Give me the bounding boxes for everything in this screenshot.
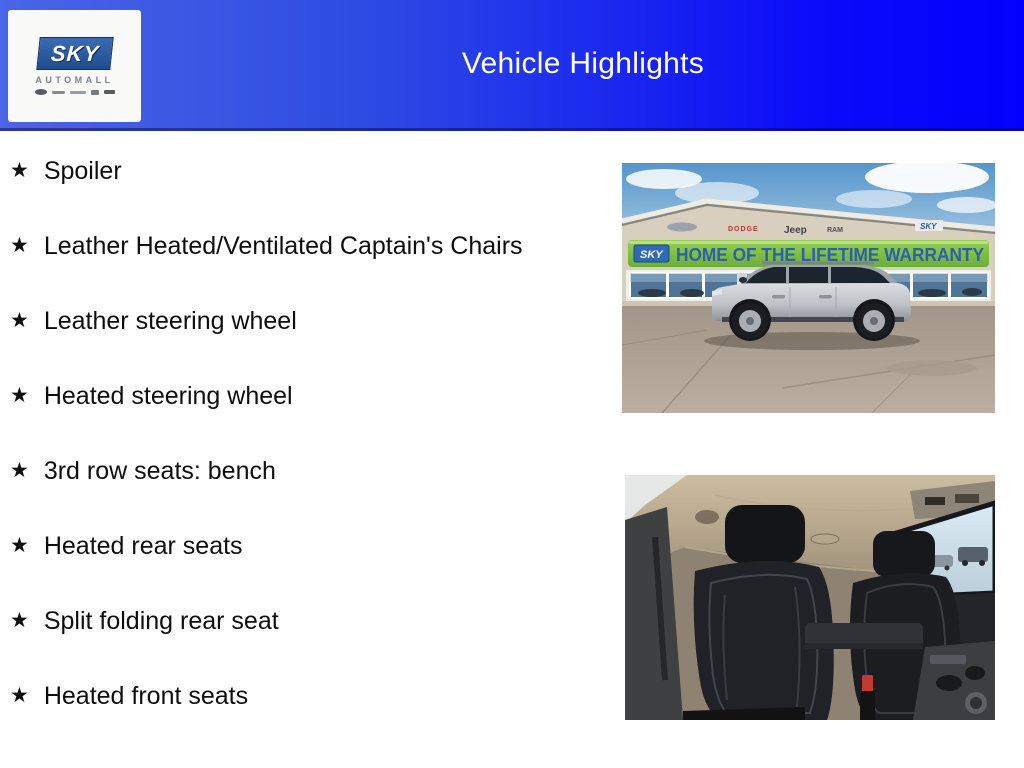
interior-photo-graphic bbox=[625, 475, 995, 720]
title-wrap bbox=[142, 0, 1024, 128]
feature-label: Split folding rear seat bbox=[43, 607, 279, 635]
headrest bbox=[873, 531, 935, 577]
exterior-photo-graphic bbox=[622, 163, 995, 413]
feature-label: Leather Heated/Ventilated Captain's Chairs bbox=[43, 232, 523, 260]
feature-label: Spoiler bbox=[43, 157, 122, 185]
cupholder bbox=[936, 675, 962, 691]
dodge-sign: DODGE bbox=[728, 226, 759, 233]
vehicle-windows bbox=[746, 267, 890, 283]
ram-badge-icon bbox=[104, 90, 115, 94]
page-header bbox=[0, 0, 1024, 131]
sky-logo-text: SKY bbox=[49, 40, 100, 66]
list-item bbox=[10, 528, 565, 564]
list-item bbox=[10, 228, 565, 264]
feature-label: 3rd row seats: bench bbox=[43, 457, 276, 485]
star-bullet-icon: ★ bbox=[10, 609, 29, 632]
ford-oval-icon bbox=[35, 89, 47, 95]
feature-label: Heated steering wheel bbox=[43, 382, 293, 410]
list-item bbox=[10, 678, 565, 714]
page-title: Vehicle Highlights bbox=[461, 47, 705, 80]
feature-label: Heated front seats bbox=[43, 682, 249, 710]
star-bullet-icon: ★ bbox=[10, 459, 29, 482]
lincoln-bar-icon bbox=[70, 91, 86, 94]
star-bullet-icon: ★ bbox=[10, 234, 29, 257]
list-item bbox=[10, 603, 565, 639]
chrysler-wing-icon bbox=[52, 91, 65, 94]
brand-marks-row bbox=[35, 89, 115, 95]
banner-sky-logo: SKY bbox=[640, 249, 663, 261]
feature-label: Heated rear seats bbox=[43, 532, 243, 560]
chrysler-wing-icon bbox=[667, 223, 697, 232]
banner-text: HOME OF THE LIFETIME WARRANTY bbox=[676, 245, 984, 265]
sky-logo-emblem bbox=[36, 37, 113, 70]
parking-lot bbox=[622, 306, 995, 413]
jeep-grille-icon bbox=[91, 90, 99, 95]
star-bullet-icon: ★ bbox=[10, 534, 29, 557]
side-mirror bbox=[739, 277, 747, 283]
list-item bbox=[10, 153, 565, 189]
exterior-photo bbox=[622, 163, 995, 413]
console-buttons bbox=[930, 655, 966, 664]
ram-sign: RAM bbox=[827, 227, 843, 234]
dome-light bbox=[811, 534, 839, 544]
cupholder bbox=[965, 666, 985, 680]
logo-automall-text: AUTOMALL bbox=[35, 75, 114, 85]
star-bullet-icon: ★ bbox=[10, 684, 29, 707]
seatbelt-buckle bbox=[862, 675, 873, 692]
list-item bbox=[10, 378, 565, 414]
feature-label: Leather steering wheel bbox=[43, 307, 297, 335]
list-item bbox=[10, 303, 565, 339]
list-item bbox=[10, 453, 565, 489]
jeep-sign: Jeep bbox=[784, 225, 807, 236]
distant-car bbox=[958, 547, 988, 562]
dealership-logo bbox=[8, 10, 141, 122]
headrest bbox=[725, 505, 805, 563]
star-bullet-icon: ★ bbox=[10, 384, 29, 407]
sky-sign: SKY bbox=[920, 222, 937, 231]
grab-handle bbox=[695, 510, 719, 524]
highlights-list bbox=[10, 153, 565, 753]
star-bullet-icon: ★ bbox=[10, 159, 29, 182]
star-bullet-icon: ★ bbox=[10, 309, 29, 332]
interior-photo bbox=[625, 475, 995, 720]
